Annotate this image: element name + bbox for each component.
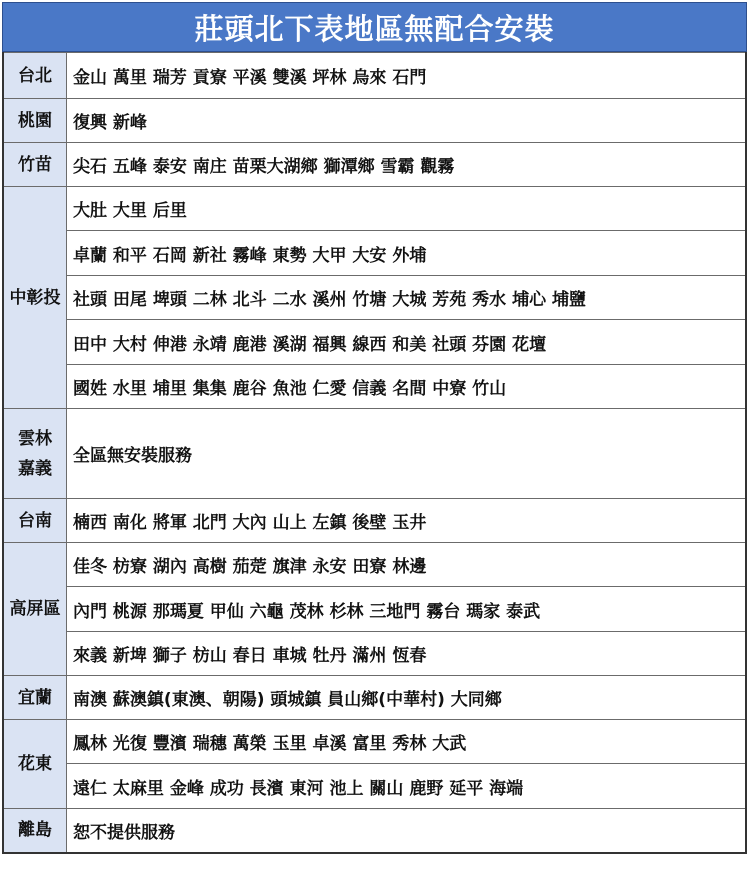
area-table <box>2 52 747 854</box>
table-row <box>3 99 746 143</box>
areas-cell: 南澳 蘇澳鎮(東澳、朝陽) 頭城鎮 員山鄉(中華村) 大同鄉 <box>67 676 747 720</box>
table-row <box>3 809 746 853</box>
table-row <box>3 276 746 320</box>
region-label: 花東 <box>18 754 52 774</box>
table-row <box>3 632 746 676</box>
table-row <box>3 187 746 231</box>
areas-cell: 大肚 大里 后里 <box>67 187 747 231</box>
table-row <box>3 365 746 409</box>
table-row <box>3 587 746 632</box>
table-row <box>3 231 746 276</box>
areas-cell: 國姓 水里 埔里 集集 鹿谷 魚池 仁愛 信義 名間 中寮 竹山 <box>67 365 747 409</box>
region-cell <box>3 543 67 676</box>
table-row <box>3 676 746 720</box>
table-row <box>3 143 746 187</box>
region-label: 宜蘭 <box>18 687 52 708</box>
areas-cell: 佳冬 枋寮 湖內 高樹 茄萣 旗津 永安 田寮 林邊 <box>67 543 747 587</box>
areas-cell: 來義 新埤 獅子 枋山 春日 車城 牡丹 滿州 恆春 <box>67 632 747 676</box>
region-label: 高屏區 <box>9 599 61 619</box>
areas-cell: 卓蘭 和平 石岡 新社 霧峰 東勢 大甲 大安 外埔 <box>67 231 747 276</box>
table-row <box>3 720 746 764</box>
region-cell <box>3 499 67 543</box>
region-cell <box>3 409 67 499</box>
region-cell <box>3 676 67 720</box>
areas-cell: 內門 桃源 那瑪夏 甲仙 六龜 茂林 杉林 三地門 霧台 瑪家 泰武 <box>67 587 747 632</box>
region-label: 竹苗 <box>18 154 52 175</box>
areas-cell: 社頭 田尾 埤頭 二林 北斗 二水 溪州 竹塘 大城 芳苑 秀水 埔心 埔鹽 <box>67 276 747 320</box>
areas-cell: 田中 大村 伸港 永靖 鹿港 溪湖 福興 線西 和美 社頭 芬園 花壇 <box>67 320 747 365</box>
areas-cell: 尖石 五峰 泰安 南庄 苗栗大湖鄉 獅潭鄉 雪霸 觀霧 <box>67 143 747 187</box>
table-row <box>3 764 746 809</box>
region-cell <box>3 143 67 187</box>
region-label: 台南 <box>18 510 52 531</box>
region-cell <box>3 53 67 99</box>
areas-cell: 鳳林 光復 豐濱 瑞穗 萬榮 玉里 卓溪 富里 秀林 大武 <box>67 720 747 764</box>
table-row <box>3 320 746 365</box>
areas-cell: 遠仁 太麻里 金峰 成功 長濱 東河 池上 關山 鹿野 延平 海端 <box>67 764 747 809</box>
region-label: 離島 <box>18 820 52 841</box>
areas-cell: 復興 新峰 <box>67 99 747 143</box>
areas-cell: 金山 萬里 瑞芳 貢寮 平溪 雙溪 坪林 烏來 石門 <box>67 53 747 99</box>
sheet-title: 莊頭北下表地區無配合安裝 <box>2 2 747 52</box>
table-row <box>3 499 746 543</box>
region-label: 桃園 <box>18 110 52 131</box>
install-area-sheet <box>2 2 747 854</box>
region-cell <box>3 187 67 409</box>
areas-cell: 楠西 南化 將軍 北門 大內 山上 左鎮 後壁 玉井 <box>67 499 747 543</box>
areas-cell: 全區無安裝服務 <box>67 409 747 499</box>
region-cell <box>3 99 67 143</box>
region-label: 台北 <box>18 65 52 86</box>
region-cell <box>3 809 67 853</box>
areas-cell: 恕不提供服務 <box>67 809 747 853</box>
table-row <box>3 53 746 99</box>
table-row <box>3 543 746 587</box>
region-label: 中彰投 <box>9 287 61 308</box>
region-cell <box>3 720 67 809</box>
table-row <box>3 409 746 499</box>
region-label: 雲林 嘉義 <box>18 428 52 479</box>
